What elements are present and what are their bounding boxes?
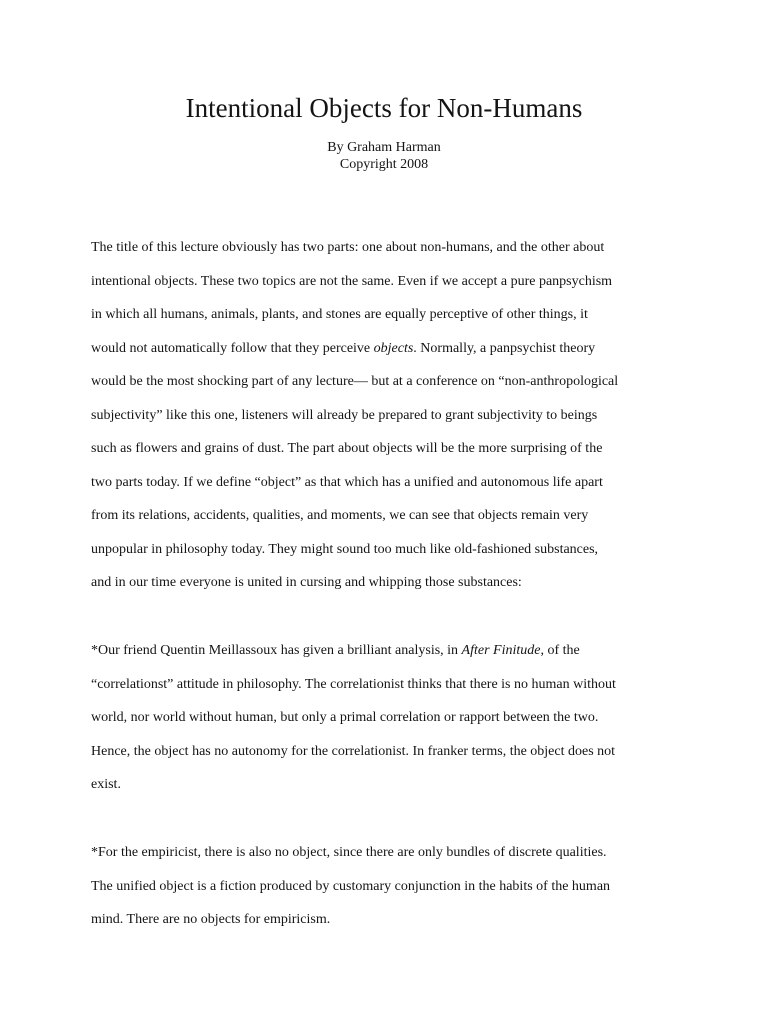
text-line: mind. There are no objects for empiricism. [91, 912, 331, 927]
text-run: would not automatically follow that they perceive [91, 340, 374, 356]
text-line: two parts today. If we define “object” as that which has a unified and autonomous life apart [91, 474, 603, 490]
text-line: intentional objects. These two topics are not the same. Even if we accept a pure panpsychism [91, 273, 613, 289]
italic-text: After Finitude [461, 643, 541, 658]
text-run: *Our friend Quentin Meillassoux has given a brilliant analysis, in [91, 643, 462, 658]
text-line: The unified object is a fiction produced by customary conjunction in the habits of the human [91, 878, 611, 894]
text-line: “correlationst” attitude in philosophy. The correlationist thinks that there is no human without [91, 676, 616, 692]
text-run: . Normally, a panpsychist theory [413, 340, 596, 356]
text-line: and in our time everyone is united in cursing and whipping those substances: [91, 575, 522, 590]
text-line: *For the empiricist, there is also no object, since there are only bundles of discrete qualities. [91, 845, 607, 860]
text-line: subjectivity” like this one, listeners will already be prepared to grant subjectivity to beings [91, 407, 598, 423]
text-line: such as flowers and grains of dust. The part about objects will be the more surprising of the [91, 441, 603, 456]
text-line: exist. [91, 777, 121, 792]
italic-text: objects [373, 340, 414, 356]
text-line: from its relations, accidents, qualities, and moments, we can see that objects remain very [91, 508, 589, 523]
copyright-line: Copyright 2008 [339, 157, 429, 172]
text-line: Hence, the object has no autonomy for the correlationist. In franker terms, the object does not [91, 743, 616, 759]
text-line [91, 641, 580, 661]
text-line: would be the most shocking part of any lecture— but at a conference on “non-anthropological [91, 374, 619, 389]
text-line: in which all humans, animals, plants, and stones are equally perceptive of other things, it [91, 307, 588, 322]
text-line: The title of this lecture obviously has two parts: one about non-humans, and the other about [91, 240, 605, 255]
document-title: Intentional Objects for Non-Humans [185, 93, 583, 123]
text-line: world, nor world without human, but only a primal correlation or rapport between the two. [91, 710, 599, 725]
text-line: unpopular in philosophy today. They might sound too much like old-fashioned substances, [91, 541, 599, 557]
text-line [91, 339, 595, 359]
text-run: , of the [540, 643, 580, 658]
author-line: By Graham Harman [327, 140, 441, 155]
byline [0, 139, 768, 173]
